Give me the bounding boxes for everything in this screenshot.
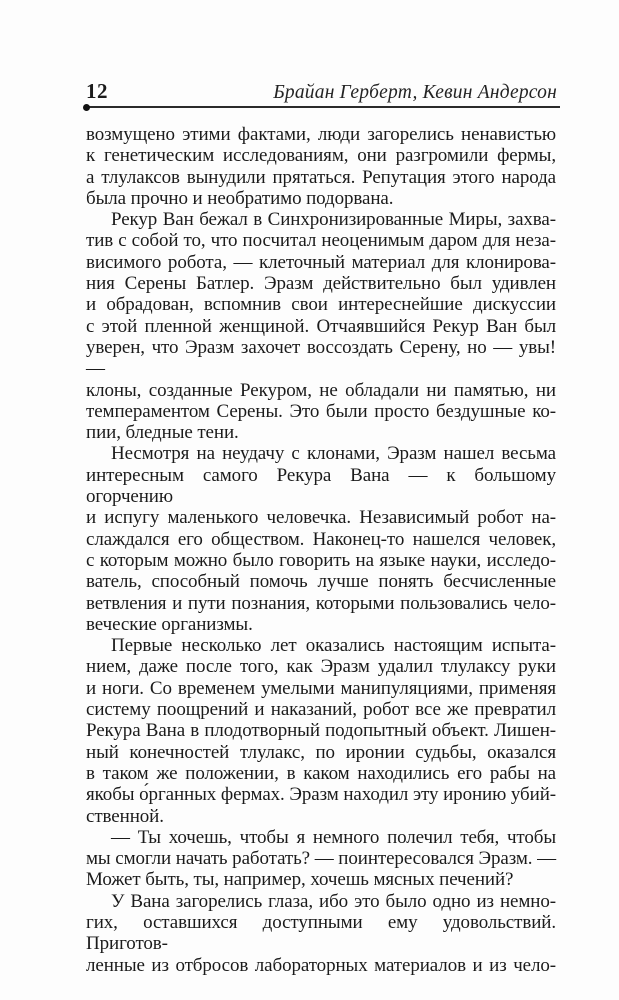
text-line: мы смогли начать работать? — поинтересовался Эразм. — [86, 848, 556, 870]
text-line: веческие организмы. [86, 613, 253, 635]
text-line: Несмотря на неудачу с клонами, Эразм нашел весьма [111, 443, 556, 465]
text-line: ватель, способный помочь лучше понять бесчисленные [86, 571, 556, 593]
body-text [86, 124, 556, 976]
header-rule [84, 106, 560, 108]
text-line: нием, даже после того, как Эразм удалил тлулаксу руки [86, 656, 556, 678]
text-line: тив с собой то, что посчитал неоценимым даром для неза- [86, 230, 556, 252]
text-line: с которым можно было говорить на языке науки, исследо- [86, 549, 556, 571]
paragraph [86, 827, 556, 891]
text-line: к генетическим исследованиям, они разгромили фермы, [86, 145, 556, 167]
text-line: а тлулаксов вынудили прятаться. Репутация этого народа [86, 166, 556, 188]
text-line: якобы о́рганных фермах. Эразм находил эту иронию убий- [86, 784, 556, 806]
paragraph [86, 891, 556, 976]
text-line: возмущено этими фактами, люди загорелись ненавистью [86, 124, 556, 145]
text-line: Может быть, ты, например, хочешь мясных печений? [86, 869, 514, 891]
text-line: с этой пленной женщиной. Отчаявшийся Рекур Ван был [86, 315, 556, 337]
text-line: ный конечностей тлулакс, по иронии судьбы, оказался [86, 741, 556, 763]
text-line: уверен, что Эразм захочет воссоздать Серену, но — увы! — [86, 336, 556, 380]
text-line: клоны, созданные Рекуром, не обладали ни памятью, ни [86, 379, 556, 401]
paragraph [86, 124, 556, 209]
running-head: Брайан Герберт, Кевин Андерсон [273, 82, 557, 103]
paragraph [86, 635, 556, 827]
text-line: была прочно и необратимо подорвана. [86, 187, 394, 209]
text-line: и обрадован, вспомнив свои интереснейшие дискуссии [86, 294, 556, 316]
text-line: ветвления и пути познания, которыми пользовались чело- [86, 592, 556, 614]
paragraph [86, 209, 556, 443]
page-number: 12 [86, 79, 108, 103]
text-line: ленные из отбросов лабораторных материалов и из чело- [86, 954, 556, 976]
page-header [86, 79, 557, 104]
text-line: и ноги. Со временем умелыми манипуляциями, применяя [86, 677, 556, 699]
text-line: гих, оставшихся доступными ему удовольствий. Приготов- [86, 911, 556, 955]
text-line: висимого робота, — клеточный материал для клонирова- [86, 251, 556, 273]
text-line: Первые несколько лет оказались настоящим испыта- [111, 635, 556, 657]
text-line: систему поощрений и наказаний, робот все же превратил [86, 699, 556, 721]
text-line: ния Серены Батлер. Эразм действительно был удивлен [86, 273, 556, 295]
text-line: ственной. [86, 805, 164, 827]
text-line: и испугу маленького человечка. Независимый робот на- [86, 507, 556, 529]
rule-end-dot [83, 104, 90, 111]
text-line: Рекура Вана в плодотворный подопытный объект. Лишен- [86, 720, 556, 742]
text-line: — Ты хочешь, чтобы я немного полечил тебя, чтобы [111, 826, 556, 848]
paragraph [86, 443, 556, 635]
text-line: темпераментом Серены. Это были просто бездушные ко- [86, 400, 556, 422]
text-line: пии, бледные тени. [86, 422, 239, 444]
text-line: интересным самого Рекура Вана — к большому огорчению [86, 464, 556, 508]
text-line: Рекур Ван бежал в Синхронизированные Миры, захва- [111, 209, 556, 231]
text-line: У Вана загорелись глаза, ибо это было одно из немно- [111, 890, 556, 912]
text-line: в таком же положении, в каком находились его рабы на [86, 762, 556, 784]
text-line: слаждался его обществом. Наконец-то нашелся человек, [86, 528, 556, 550]
